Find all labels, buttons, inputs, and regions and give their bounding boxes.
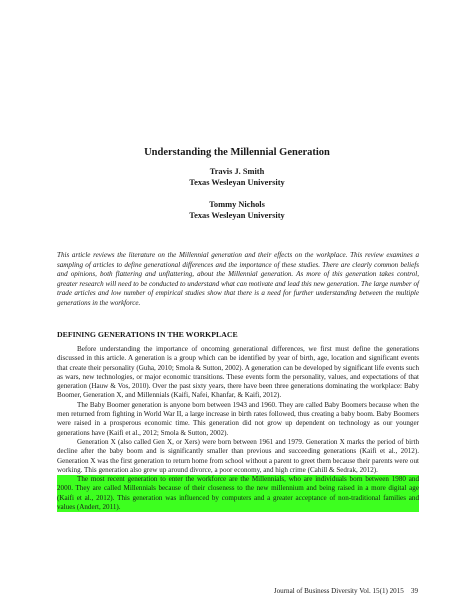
- author-1-affiliation: Texas Wesleyan University: [189, 178, 285, 187]
- paragraph-millennials-highlighted[interactable]: The most recent generation to enter the workforce are the Millennials, who are individuals born between 1980 and 2000. They are called Millennials because of their closeness to the new millennium and being raised in a more digital age (Kaifi et al., 2012). This generation was influenced by computers and a greater acceptance of non-traditional families and values (Andert, 2011).: [57, 475, 419, 512]
- paragraph-definition: Before understanding the importance of oncoming generational differences, we first must define the generations discussed in this article. A generation is a group which can be identified by year of birth, age, location and significant events that create their personality (Guha, 2010; Smola & Sutton, 2002). A generation can be developed by significant life events such as wars, new technologies, or major economic transitions. These events form the personality, values, and expectations of that generation (Hauw & Vos, 2010). Over the past sixty years, there have been three generations dominating the workplace: Baby Boomer, Generation X, and Millennials (Kaifi, Nafei, Khanfar, & Kaifi, 2012).: [57, 345, 419, 400]
- section-heading: DEFINING GENERATIONS IN THE WORKPLACE: [57, 330, 238, 339]
- page-footer: Journal of Business Diversity Vol. 15(1) 2015 39: [273, 587, 418, 595]
- author-2-affiliation: Texas Wesleyan University: [189, 211, 285, 220]
- paragraph-baby-boomers: The Baby Boomer generation is anyone born between 1943 and 1960. They are called Baby Boomers because when the men returned from fighting in World War II, a large increase in birth rates followed, thus creating a baby boom. Baby Boomers were raised in a prosperous economic time. This generation did not grow up dependent on technology as our younger generations have (Kaifi et al., 2012; Smola & Sutton, 2002).: [57, 400, 419, 437]
- paragraph-generation-x: Generation X (also called Gen X, or Xers) were born between 1961 and 1979. Generation X marks the period of birth decline after the baby boom and is significantly smaller than previous and succeeding generations (Kaifi et al., 2012). Generation X was the first generation to return home from school without a parent to greet them because their parents were out working. This generation also grew up around divorce, a poor economy, and high crime (Cahill & Sedrak, 2012).: [57, 437, 419, 474]
- author-1-name: Travis J. Smith: [209, 167, 265, 176]
- author-2-name: Tommy Nichols: [209, 200, 265, 209]
- abstract: This article reviews the literature on the Millennial generation and their effects on the workplace. This review examines a sampling of articles to define generational differences and the importance of these studies. There are clearly common beliefs and opinions, both flattering and unflattering, about the Millennial generation. As more of this generation takes control, greater research will need to be conducted to understand what can motivate and lead this new generation. The large number of trade articles and low number of empirical studies show that there is a need for further understanding between the multiple generations in the workforce.: [57, 251, 419, 307]
- paper-title: Understanding the Millennial Generation: [144, 147, 330, 158]
- body-text: [57, 345, 419, 512]
